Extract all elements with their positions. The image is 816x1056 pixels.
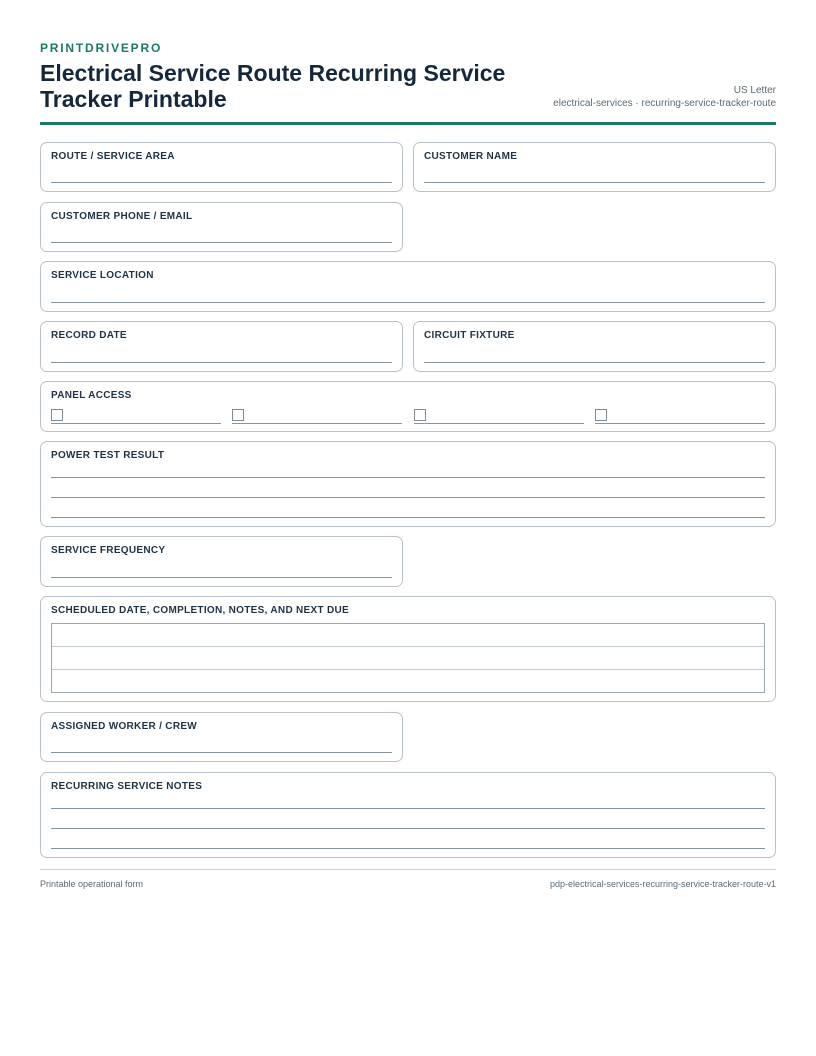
paper-size: US Letter: [733, 85, 776, 96]
footer-right-text: pdp-electrical-services-recurring-service-tracker-route-v1: [549, 879, 776, 889]
panel-access-option-1[interactable]: [51, 408, 221, 424]
record-date-label: RECORD DATE: [51, 330, 127, 341]
panel-access-option-4[interactable]: [595, 408, 765, 424]
customer-name-field: [413, 142, 776, 192]
record-date-field: [40, 321, 403, 372]
power-test-result-label: POWER TEST RESULT: [51, 450, 165, 461]
recurring-notes-line-1[interactable]: [51, 808, 765, 809]
document-meta: [553, 84, 776, 110]
assigned-worker-field: [40, 712, 403, 762]
footer-left-text: Printable operational form: [40, 879, 144, 889]
brand-name: PRINTDRIVEPRO: [40, 41, 163, 55]
recurring-notes-field: [40, 772, 776, 858]
service-frequency-label: SERVICE FREQUENCY: [51, 545, 166, 556]
assigned-worker-label: ASSIGNED WORKER / CREW: [51, 721, 198, 732]
customer-contact-field: [40, 202, 403, 252]
recurring-notes-label: RECURRING SERVICE NOTES: [51, 781, 203, 792]
customer-contact-input[interactable]: [51, 242, 392, 243]
checkbox[interactable]: [232, 409, 244, 421]
power-test-line-3[interactable]: [51, 517, 765, 518]
schedule-table-label: SCHEDULED DATE, COMPLETION, NOTES, AND NEXT DUE: [51, 605, 350, 616]
service-location-input[interactable]: [51, 302, 765, 303]
panel-access-field: [40, 381, 776, 432]
table-row[interactable]: [52, 647, 764, 670]
customer-name-label: CUSTOMER NAME: [424, 151, 518, 162]
route-area-input[interactable]: [51, 182, 392, 183]
schedule-table-field: [40, 596, 776, 702]
route-area-field: [40, 142, 403, 192]
recurring-notes-line-2[interactable]: [51, 828, 765, 829]
circuit-fixture-input[interactable]: [424, 362, 765, 363]
record-date-input[interactable]: [51, 362, 392, 363]
power-test-line-2[interactable]: [51, 497, 765, 498]
service-frequency-field: [40, 536, 403, 587]
circuit-fixture-field: [413, 321, 776, 372]
panel-access-option-3[interactable]: [414, 408, 584, 424]
panel-access-label: PANEL ACCESS: [51, 390, 132, 401]
service-frequency-input[interactable]: [51, 577, 392, 578]
circuit-fixture-label: CIRCUIT FIXTURE: [424, 330, 515, 341]
checkbox[interactable]: [51, 409, 63, 421]
panel-access-option-2[interactable]: [232, 408, 402, 424]
table-row[interactable]: [52, 670, 764, 693]
table-row[interactable]: [52, 624, 764, 647]
checkbox[interactable]: [595, 409, 607, 421]
service-location-label: SERVICE LOCATION: [51, 270, 154, 281]
schedule-table: [51, 623, 765, 693]
customer-name-input[interactable]: [424, 182, 765, 183]
power-test-line-1[interactable]: [51, 477, 765, 478]
recurring-notes-line-3[interactable]: [51, 848, 765, 849]
route-area-label: ROUTE / SERVICE AREA: [51, 151, 175, 162]
power-test-result-field: [40, 441, 776, 527]
customer-contact-label: CUSTOMER PHONE / EMAIL: [51, 211, 193, 222]
page-title: Electrical Service Route Recurring Service Tracker Printable: [40, 60, 506, 112]
service-location-field: [40, 261, 776, 312]
header-divider: [40, 122, 776, 125]
checkbox[interactable]: [414, 409, 426, 421]
assigned-worker-input[interactable]: [51, 752, 392, 753]
document-slug: electrical-services · recurring-service-tracker-route: [553, 98, 776, 109]
footer-divider: [40, 869, 776, 870]
